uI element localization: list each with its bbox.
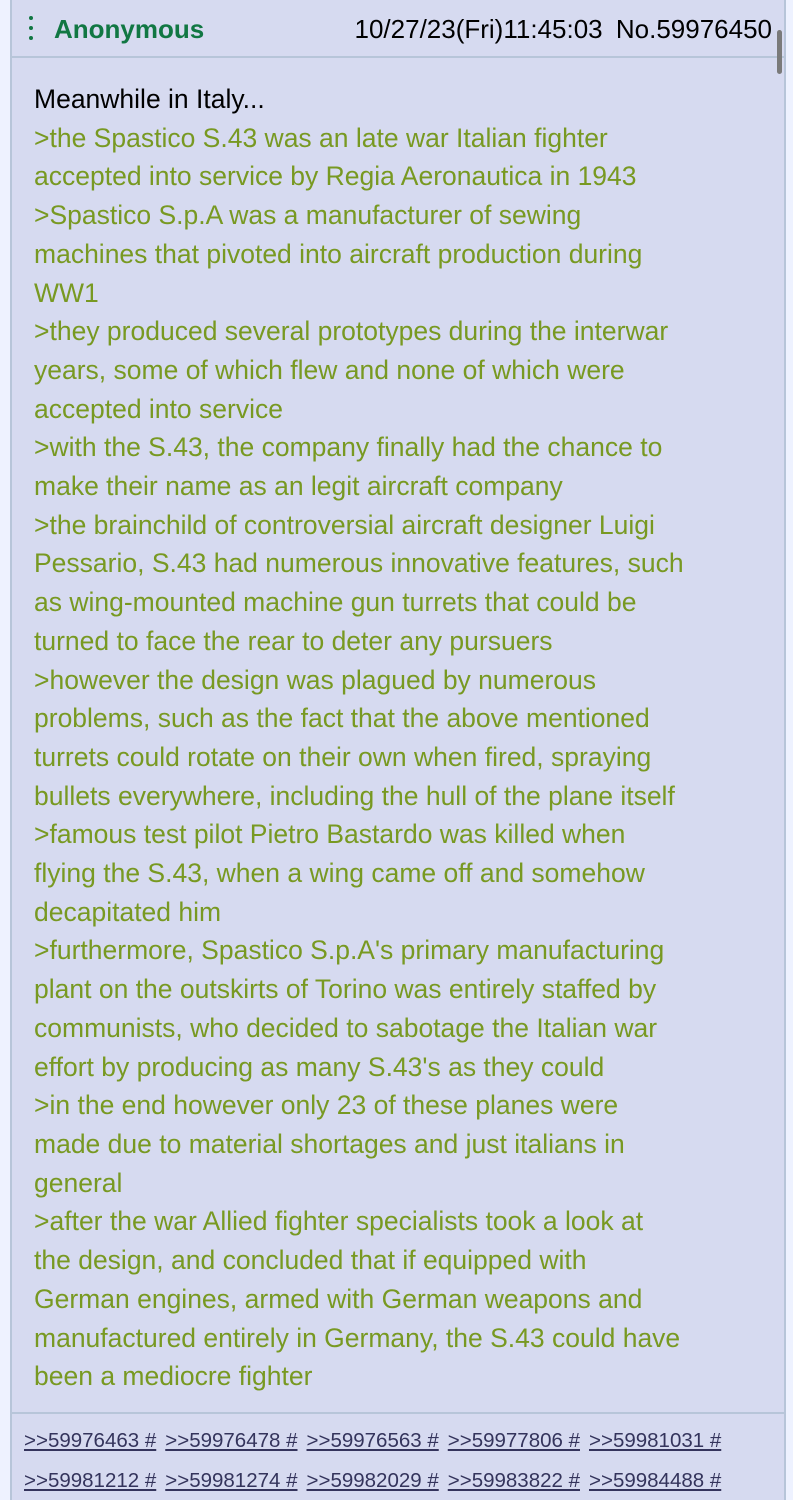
greentext-line: turrets could rotate on their own when fired, spraying [34, 741, 652, 772]
poster-name: Anonymous [54, 14, 205, 44]
post-header [12, 0, 784, 58]
greentext-line: >Spastico S.p.A was a manufacturer of sewing [34, 200, 582, 231]
greentext-line: made due to material shortages and just italians in [34, 1128, 625, 1159]
post-intro-line: Meanwhile in Italy... [34, 84, 265, 114]
scrollbar[interactable] [777, 30, 782, 74]
greentext-line: the design, and concluded that if equipped with [34, 1245, 587, 1276]
reply-links [24, 1428, 784, 1494]
post-meta [355, 14, 773, 44]
reply-link[interactable]: >>59981212 # [24, 1469, 157, 1492]
reply-link[interactable]: >>59983822 # [447, 1469, 580, 1492]
reply-link[interactable]: >>59984488 # [589, 1469, 722, 1492]
greentext-line: years, some of which flew and none of which were [34, 354, 625, 385]
greentext-line: >with the S.43, the company finally had the chance to [34, 432, 663, 463]
greentext-line: manufactured entirely in Germany, the S.43 could have [34, 1322, 681, 1353]
greentext-line: accepted into service by Regia Aeronautica in 1943 [34, 161, 637, 192]
greentext-line: turned to face the rear to deter any pursuers [34, 625, 553, 656]
post-number[interactable]: No.59976450 [615, 14, 772, 44]
greentext-line: >however the design was plagued by numerous [34, 664, 597, 695]
greentext-line: accepted into service [34, 393, 283, 424]
reply-link[interactable]: >>59981274 # [165, 1469, 298, 1492]
greentext-line: >after the war Allied fighter specialists took a look at [34, 1206, 644, 1237]
reply-link[interactable]: >>59976463 # [24, 1429, 157, 1452]
greentext-line: general [34, 1167, 123, 1198]
greentext-line: communists, who decided to sabotage the Italian war [34, 1012, 658, 1043]
vertical-ellipsis-icon[interactable] [28, 16, 34, 40]
reply-link[interactable]: >>59982029 # [306, 1469, 439, 1492]
greentext-line: >they produced several prototypes during the interwar [34, 316, 669, 347]
greentext-line: plant on the outskirts of Torino was entirely staffed by [34, 974, 657, 1005]
greentext-line: >famous test pilot Pietro Bastardo was killed when [34, 819, 626, 850]
greentext-line: WW1 [34, 277, 99, 308]
post [10, 0, 786, 1500]
greentext-line: decapitated him [34, 896, 222, 927]
reply-link[interactable]: >>59976563 # [306, 1429, 439, 1452]
greentext-line: make their name as an legit aircraft company [34, 471, 563, 502]
greentext-line: German engines, armed with German weapons and [34, 1283, 643, 1314]
greentext-line: effort by producing as many S.43's as they could [34, 1051, 605, 1082]
post-body [34, 80, 774, 1396]
greentext-line: Pessario, S.43 had numerous innovative features, such [34, 548, 684, 579]
greentext-line: been a mediocre fighter [34, 1361, 313, 1392]
greentext-line: as wing-mounted machine gun turrets that could be [34, 587, 637, 618]
greentext-line: >in the end however only 23 of these planes were [34, 1090, 619, 1121]
greentext-line: machines that pivoted into aircraft production during [34, 238, 643, 269]
greentext-line: problems, such as the fact that the above mentioned [34, 703, 650, 734]
replies-footer [12, 1412, 784, 1500]
greentext-line: >the Spastico S.43 was an late war Italian fighter [34, 122, 608, 153]
reply-link[interactable]: >>59977806 # [447, 1429, 580, 1452]
greentext-line: >furthermore, Spastico S.p.A's primary manufacturing [34, 935, 665, 966]
reply-link[interactable]: >>59981031 # [589, 1429, 722, 1452]
greentext-line: >the brainchild of controversial aircraft designer Luigi [34, 509, 655, 540]
greentext-line: bullets everywhere, including the hull of the plane itself [34, 780, 675, 811]
reply-link[interactable]: >>59976478 # [165, 1429, 298, 1452]
greentext-line: flying the S.43, when a wing came off and somehow [34, 858, 645, 889]
post-datetime: 10/27/23(Fri)11:45:03 [354, 14, 603, 44]
